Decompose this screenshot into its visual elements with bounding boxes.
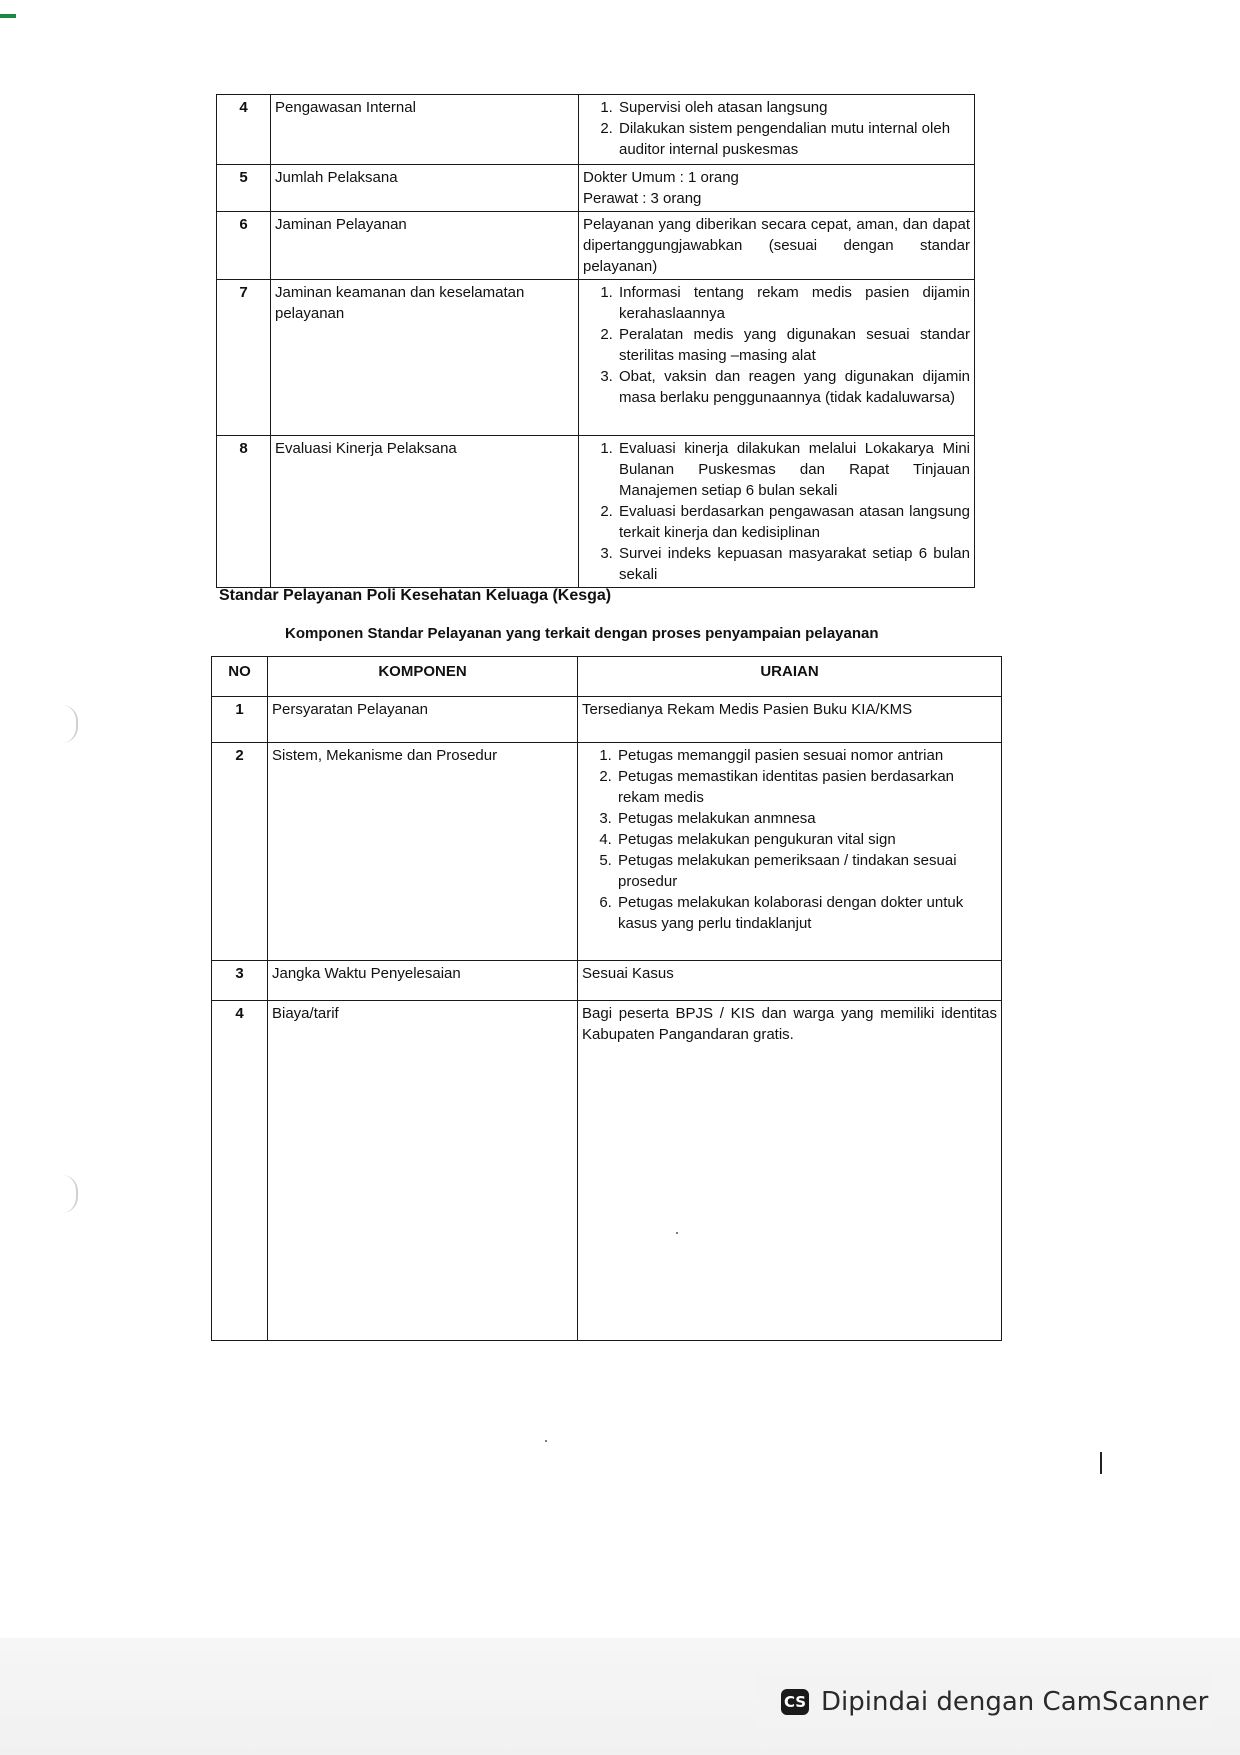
column-header-no: NO: [212, 657, 268, 697]
scan-speck: [545, 1440, 547, 1442]
description-cell: [578, 743, 1002, 961]
description-cell: [579, 165, 975, 212]
component-label: Jaminan keamanan dan keselamatan pelayanan: [271, 280, 579, 436]
list-item: 6. Petugas melakukan kolaborasi dengan dokter untuk kasus yang perlu tindaklanjut: [616, 892, 997, 934]
punch-hole-shadow: [62, 705, 78, 743]
column-header-uraian: URAIAN: [578, 657, 1002, 697]
table-row: [217, 165, 975, 212]
service-standard-table-continued: [216, 94, 975, 588]
component-label: Persyaratan Pelayanan: [268, 697, 578, 743]
list-item: 1. Evaluasi kinerja dilakukan melalui Lokakarya Mini Bulanan Puskesmas dan Rapat Tinjauan Manajemen setiap 6 bulan sekali: [617, 438, 970, 501]
kesga-service-standard-table: [211, 656, 1002, 1341]
description-cell: [579, 436, 975, 588]
list-item: 2. Petugas memastikan identitas pasien berdasarkan rekam medis: [616, 766, 997, 808]
row-number: 2: [212, 743, 268, 961]
camscanner-watermark: [755, 1674, 1212, 1729]
list-item: 3. Survei indeks kepuasan masyarakat setiap 6 bulan sekali: [617, 543, 970, 585]
table-row: [217, 436, 975, 588]
list-item: 2. Peralatan medis yang digunakan sesuai standar sterilitas masing –masing alat: [617, 324, 970, 366]
description-cell: [579, 95, 975, 165]
table-row: [217, 95, 975, 165]
scan-speck: [676, 1232, 678, 1234]
description-cell: [579, 280, 975, 436]
section-subtitle: Komponen Standar Pelayanan yang terkait dengan proses penyampaian pelayanan: [285, 625, 879, 642]
list-item: 1. Informasi tentang rekam medis pasien dijamin kerahaslaannya: [617, 282, 970, 324]
text-line: Dokter Umum : 1 orang: [583, 169, 739, 186]
row-number: 1: [212, 697, 268, 743]
component-label: Sistem, Mekanisme dan Prosedur: [268, 743, 578, 961]
list-item: 2. Evaluasi berdasarkan pengawasan atasan langsung terkait kinerja dan kedisiplinan: [617, 501, 970, 543]
description-cell: Tersedianya Rekam Medis Pasien Buku KIA/KMS: [578, 697, 1002, 743]
row-number: 8: [217, 436, 271, 588]
table-row: [217, 212, 975, 280]
table-row: [212, 697, 1002, 743]
list-item: 3. Petugas melakukan anmnesa: [616, 808, 997, 829]
row-number: 5: [217, 165, 271, 212]
component-label: Pengawasan Internal: [271, 95, 579, 165]
watermark-text: Dipindai dengan CamScanner: [821, 1686, 1209, 1717]
row-number: 3: [212, 961, 268, 1001]
scan-edge-mark: [0, 14, 16, 18]
list-item: 2. Dilakukan sistem pengendalian mutu internal oleh auditor internal puskesmas: [617, 118, 970, 160]
list-item: 4. Petugas melakukan pengukuran vital sign: [616, 829, 997, 850]
column-header-komponen: KOMPONEN: [268, 657, 578, 697]
punch-hole-shadow: [62, 1175, 78, 1213]
component-label: Biaya/tarif: [268, 1001, 578, 1341]
camscanner-logo-icon: CS: [781, 1689, 809, 1715]
scan-mark-line: [1100, 1452, 1102, 1474]
row-number: 6: [217, 212, 271, 280]
table-header-row: [212, 657, 1002, 697]
text-line: Perawat : 3 orang: [583, 190, 702, 207]
list-item: 1. Supervisi oleh atasan langsung: [617, 97, 970, 118]
table-row: [212, 1001, 1002, 1341]
description-cell: Bagi peserta BPJS / KIS dan warga yang memiliki identitas Kabupaten Pangandaran gratis.: [578, 1001, 1002, 1341]
row-number: 7: [217, 280, 271, 436]
section-title: Standar Pelayanan Poli Kesehatan Keluaga (Kesga): [219, 587, 612, 604]
table-row: [212, 743, 1002, 961]
component-label: Evaluasi Kinerja Pelaksana: [271, 436, 579, 588]
description-cell: Sesuai Kasus: [578, 961, 1002, 1001]
list-item: 5. Petugas melakukan pemeriksaan / tindakan sesuai prosedur: [616, 850, 997, 892]
table-row: [212, 961, 1002, 1001]
component-label: Jangka Waktu Penyelesaian: [268, 961, 578, 1001]
component-label: Jaminan Pelayanan: [271, 212, 579, 280]
row-number: 4: [212, 1001, 268, 1341]
table-row: [217, 280, 975, 436]
list-item: 3. Obat, vaksin dan reagen yang digunakan dijamin masa berlaku penggunaannya (tidak kadaluwarsa): [617, 366, 970, 408]
row-number: 4: [217, 95, 271, 165]
component-label: Jumlah Pelaksana: [271, 165, 579, 212]
description-cell: Pelayanan yang diberikan secara cepat, aman, dan dapat dipertanggungjawabkan (sesuai dengan standar pelayanan): [579, 212, 975, 280]
list-item: 1. Petugas memanggil pasien sesuai nomor antrian: [616, 745, 997, 766]
